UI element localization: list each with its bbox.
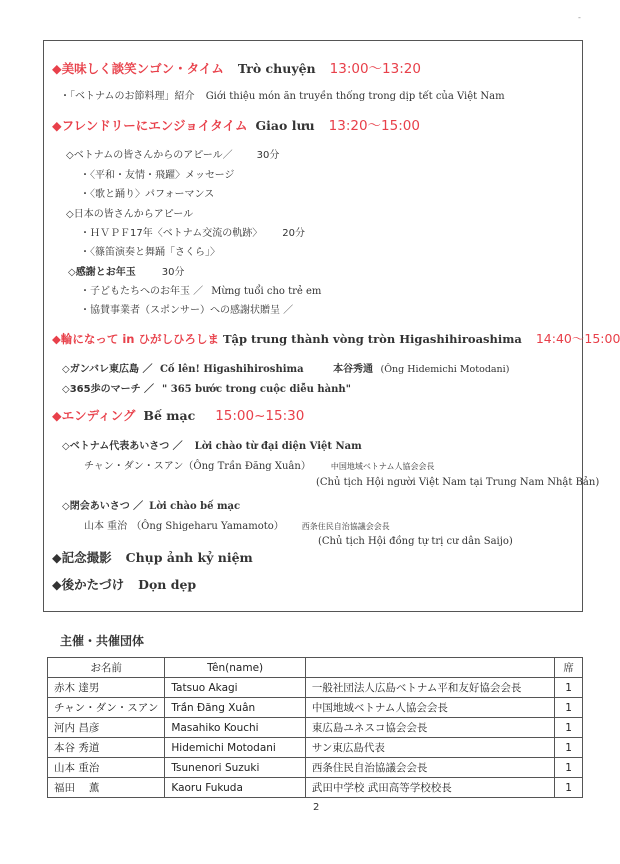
- item-vn: Giới thiệu món ăn truyền thống trong dịp tết của Việt Nam: [205, 91, 505, 102]
- cell-seat: 1: [555, 698, 583, 718]
- cell-name-vn: Tsunenori Suzuki: [165, 758, 306, 778]
- cell-name-vn: Trần Đăng Xuân: [165, 698, 306, 718]
- item-message: ・〈平和・友情・飛躍〉メッセージ: [80, 170, 235, 181]
- table-header-row: [48, 658, 583, 678]
- section-title-vn: Dọn dẹp: [138, 577, 197, 592]
- item-vn: （Ông Shigeharu Yamamoto）: [131, 521, 284, 532]
- item-shinobue: ・〈篠笛演奏と舞踊「さくら」〉: [80, 247, 220, 258]
- cell-organization: 中国地域ベトナム人協会会長: [305, 698, 554, 718]
- table-row: [48, 718, 583, 738]
- item-closing-greeting: [62, 497, 240, 512]
- item-jp: ・子どもたちへのお年玉 ／: [80, 286, 204, 297]
- item-vn: （Ông Trần Đăng Xuân）: [183, 461, 311, 472]
- cell-name-vn: Masahiko Kouchi: [165, 718, 306, 738]
- item-jp: ◇ベトナムの皆さんからのアピール／: [66, 150, 233, 161]
- header-organization: [305, 658, 554, 678]
- section-photo: [52, 548, 253, 566]
- cell-seat: 1: [555, 778, 583, 798]
- section-cleanup: [52, 575, 196, 593]
- item-vn: Lời chào bế mạc: [149, 501, 241, 512]
- cell-seat: 1: [555, 758, 583, 778]
- cell-name-jp: 山本 重治: [48, 758, 165, 778]
- page-number: 2: [313, 802, 320, 813]
- cell-organization: 東広島ユネスコ協会会長: [305, 718, 554, 738]
- item-tran-dang-xuan: [84, 457, 434, 472]
- section-dinner-talk: [52, 57, 421, 77]
- program-box: [43, 40, 620, 612]
- organizers-title: 主催・共催団体: [60, 634, 145, 648]
- table-row: [48, 698, 583, 718]
- item-jp: ◇365歩のマーチ ／: [62, 384, 155, 395]
- item-org: 西条住民自治協議会会長: [301, 522, 390, 531]
- cell-organization: 一般社団法人広島ベトナム平和友好協会会長: [305, 678, 554, 698]
- section-title-jp: ◆美味しく談笑ンゴン・タイム: [52, 61, 224, 76]
- page-corner-mark: -: [578, 13, 581, 22]
- cell-name-vn: Kaoru Fukuda: [165, 778, 306, 798]
- section-title-vn: Bế mạc: [143, 408, 196, 423]
- item-vn: Lời chào từ đại diện Việt Nam: [194, 441, 362, 452]
- section-time: 14:40～15:00: [535, 331, 620, 346]
- item-vn: Mừng tuổi cho trẻ em: [211, 286, 322, 297]
- table-row: [48, 758, 583, 778]
- cell-organization: 武田中学校 武田高等学校校長: [305, 778, 554, 798]
- item-vn: Cố lên! Higashihiroshima: [159, 364, 304, 375]
- cell-name-vn: Hidemichi Motodani: [165, 738, 306, 758]
- item-jp: 山本 重治: [84, 521, 128, 532]
- section-time: 15:00~15:30: [215, 408, 305, 424]
- cell-name-jp: 本谷 秀道: [48, 738, 165, 758]
- item-yamamoto-title-vn: (Chủ tịch Hội đồng tự trị cư dân Saijo): [318, 536, 513, 547]
- item-kids-gift: [80, 282, 321, 297]
- cell-seat: 1: [555, 738, 583, 758]
- item-jp: ◇ガンバレ東広島 ／: [62, 364, 153, 375]
- header-seat: 席: [555, 658, 583, 678]
- item-jp: ・「ベトナムのお節料理」紹介: [60, 91, 195, 102]
- cell-name-jp: 河内 昌彦: [48, 718, 165, 738]
- item-vn: " 365 bước trong cuộc diễu hành": [162, 384, 351, 395]
- section-title-jp: ◆輪になって in ひがしひろしま: [52, 332, 219, 346]
- item-duration: 20分: [282, 228, 305, 239]
- section-ending: [52, 406, 304, 424]
- cell-name-jp: 赤木 達男: [48, 678, 165, 698]
- section-time: 13:00～13:20: [329, 61, 421, 77]
- item-jp: チャン・ダン・スアン: [84, 461, 184, 472]
- section-circle: [52, 329, 620, 347]
- item-ganbare: [62, 360, 509, 375]
- header-name-jp: お名前: [48, 658, 165, 678]
- section-title-jp: ◆後かたづけ: [52, 577, 125, 592]
- section-time: 13:20～15:00: [328, 118, 420, 134]
- cell-organization: サン東広島代表: [305, 738, 554, 758]
- item-new-year-food: [60, 87, 505, 102]
- cell-seat: 1: [555, 678, 583, 698]
- item-jp: ・ＨＶＰＦ17年〈ベトナム交流の軌跡〉: [80, 228, 263, 239]
- table-row: [48, 738, 583, 758]
- item-jp: ◇感謝とお年玉: [68, 267, 136, 278]
- section-title-vn: Giao lưu: [255, 118, 315, 133]
- item-person-jp: 本谷秀通: [333, 364, 374, 375]
- item-hvpf: [80, 224, 305, 239]
- cell-seat: 1: [555, 718, 583, 738]
- header-name-vn: Tên(name): [165, 658, 306, 678]
- item-performance: ・〈歌と踊り〉パフォーマンス: [80, 189, 215, 200]
- item-duration: 30分: [256, 150, 280, 161]
- item-365-march: [62, 380, 351, 395]
- section-title-jp: ◆記念撮影: [52, 550, 112, 565]
- item-sponsor-thanks: ・協賛事業者（スポンサー）への感謝状贈呈 ／: [80, 305, 294, 316]
- item-japan-appeal: ◇日本の皆さんからアピール: [66, 209, 194, 220]
- item-thanks: [68, 263, 184, 278]
- item-person-vn: (Ông Hidemichi Motodani): [380, 364, 510, 375]
- item-jp: ◇閉会あいさつ ／: [62, 501, 144, 512]
- item-yamamoto: [84, 517, 390, 532]
- item-tran-title-vn: (Chủ tịch Hội người Việt Nam tại Trung Nam Nhật Bản): [316, 477, 600, 488]
- item-vietnam-appeal: [66, 146, 279, 161]
- section-title-jp: ◆フレンドリーにエンジョイタイム: [52, 118, 248, 133]
- item-org: 中国地域ベトナム人協会会長: [330, 462, 435, 471]
- cell-name-jp: 福田 薫: [48, 778, 165, 798]
- cell-organization: 西条住民自治協議会会長: [305, 758, 554, 778]
- item-vietnam-greeting: [62, 437, 362, 452]
- organizers-table: [47, 657, 583, 798]
- item-duration: 30分: [161, 267, 185, 278]
- table-row: [48, 678, 583, 698]
- cell-name-vn: Tatsuo Akagi: [165, 678, 306, 698]
- section-title-vn: Tập trung thành vòng tròn Higashihiroashima: [222, 332, 522, 346]
- cell-name-jp: チャン・ダン・スアン: [48, 698, 165, 718]
- section-title-vn: Chụp ảnh kỷ niệm: [125, 550, 253, 565]
- section-friendly-time: [52, 114, 420, 134]
- section-title-vn: Trò chuyện: [237, 61, 316, 76]
- table-row: [48, 778, 583, 798]
- section-title-jp: ◆エンディング: [52, 408, 136, 423]
- item-jp: ◇ベトナム代表あいさつ ／: [62, 441, 183, 452]
